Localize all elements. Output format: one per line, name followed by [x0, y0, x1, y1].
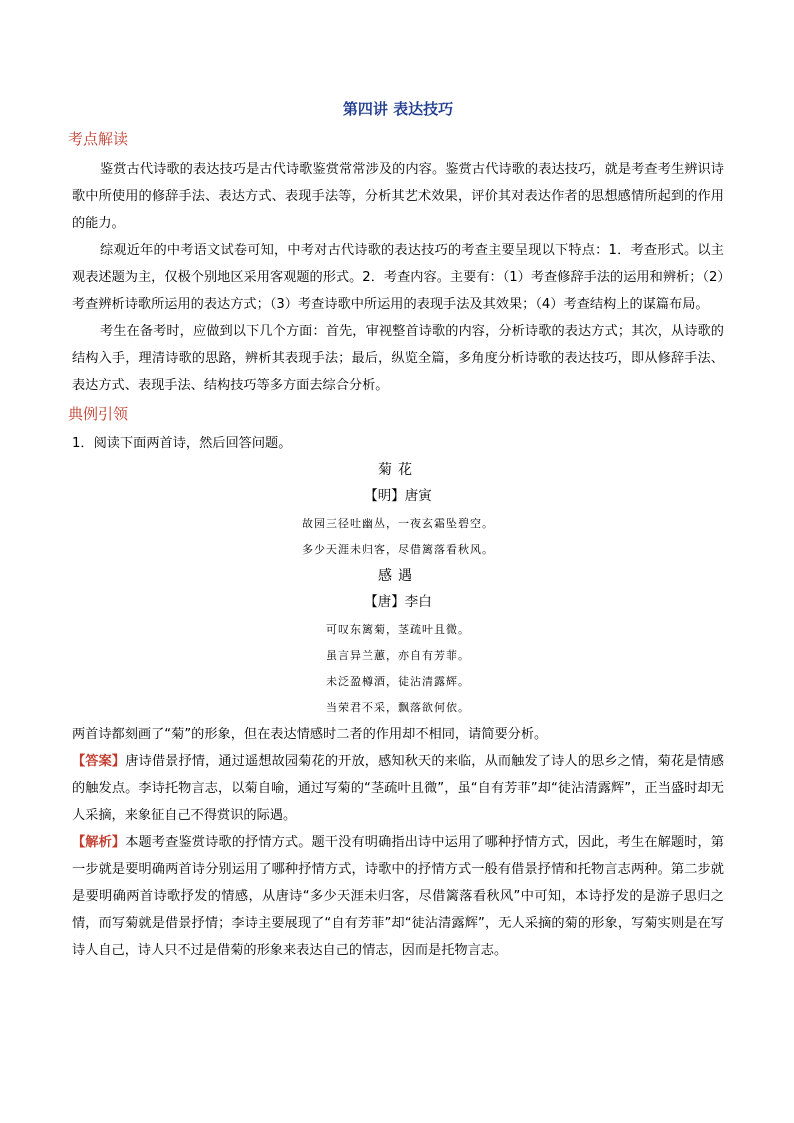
answer-block: [72, 748, 724, 829]
intro-paragraph-2: 综观近年的中考语文试卷可知，中考对古代诗歌的表达技巧的考查主要呈现以下特点：1．考查形式。以主观表述题为主，仅极个别地区采用客观题的形式。2．考查内容。主要有：（1）考查修辞手法的运用和辨析；（2）考查辨析诗歌所运用的表达方式；（3）考查诗歌中所运用的表现手法及其效果；（4）考查结构上的谋篇布局。: [72, 243, 724, 312]
poem-line: 虽言异兰蕙，亦自有芳菲。: [326, 649, 470, 662]
poem-title-1: 菊花: [378, 462, 418, 478]
answer-text: 唐诗借景抒情，通过遥想故园菊花的开放，感知秋天的来临，从而触发了诗人的思乡之情，菊花是情感的触发点。李诗托物言志，以菊自喻，通过写菊的“茎疏叶且微”，虽“自有芳菲”却“徒沾清露辉”，正当盛时却无人采摘，来象征自己不得赏识的际遇。: [72, 754, 724, 823]
poem-author-2: 【唐】李白: [364, 594, 432, 610]
section-heading-analysis: 考点解读: [68, 130, 129, 148]
analysis-text: 本题考查鉴赏诗歌的抒情方式。题干没有明确指出诗中运用了哪种抒情方式，因此，考生在解题时，第一步就是要明确两首诗分别运用了哪种抒情方式，诗歌中的抒情方式一般有借景抒情和托物言志两种。第二步就是要明确两首诗歌抒发的情感，从唐诗“多少天涯未归客，尽借篱落看秋风”中可知，本诗抒发的是游子思归之情，而写菊就是借景抒情；李诗主要展现了“自有芳菲”却“徒沾清露辉”，无人采摘的菊的形象，写菊实则是在写诗人自己，诗人只不过是借菊的形象来表达自己的情志，因而是托物言志。: [72, 835, 724, 958]
question-text: 1．阅读下面两首诗，然后回答问题。: [72, 436, 292, 451]
poem-title-2: 感遇: [378, 568, 418, 584]
poem-line: 当荣君不采，飘落欲何依。: [326, 701, 470, 714]
poem-line: 未泛盈樽酒，徒沾清露辉。: [326, 675, 470, 688]
section-heading-examples: 典例引领: [68, 405, 129, 423]
analysis-block: [72, 829, 724, 964]
poem-author-1: 【明】唐寅: [364, 488, 432, 504]
page-title: 第四讲 表达技巧: [342, 100, 454, 118]
document-page: [68, 98, 724, 964]
analysis-tag: 【解析】: [72, 835, 126, 850]
poem-line: 多少天涯未归客，尽借篱落看秋风。: [302, 543, 494, 556]
question-prompt: 两首诗都刻画了“菊”的形象，但在表达情感时二者的作用却不相同，请简要分析。: [72, 727, 548, 742]
intro-paragraph-1: 鉴赏古代诗歌的表达技巧是古代诗歌鉴赏常常涉及的内容。鉴赏古代诗歌的表达技巧，就是考查考生辨识诗歌中所使用的修辞手法、表达方式、表现手法等，分析其艺术效果，评价其对表达作者的思想感情所起到的作用的能力。: [72, 162, 724, 231]
poem-line: 可叹东篱菊，茎疏叶且微。: [326, 623, 470, 636]
poem-line: 故园三径吐幽丛，一夜玄霜坠碧空。: [302, 517, 494, 530]
answer-tag: 【答案】: [72, 754, 126, 769]
intro-paragraph-3: 考生在备考时，应做到以下几个方面：首先，审视整首诗歌的内容，分析诗歌的表达方式；其次，从诗歌的结构入手，理清诗歌的思路，辨析其表现手法；最后，纵览全篇，多角度分析诗歌的表达技巧，即从修辞手法、表达方式、表现手法、结构技巧等多方面去综合分析。: [72, 324, 724, 393]
